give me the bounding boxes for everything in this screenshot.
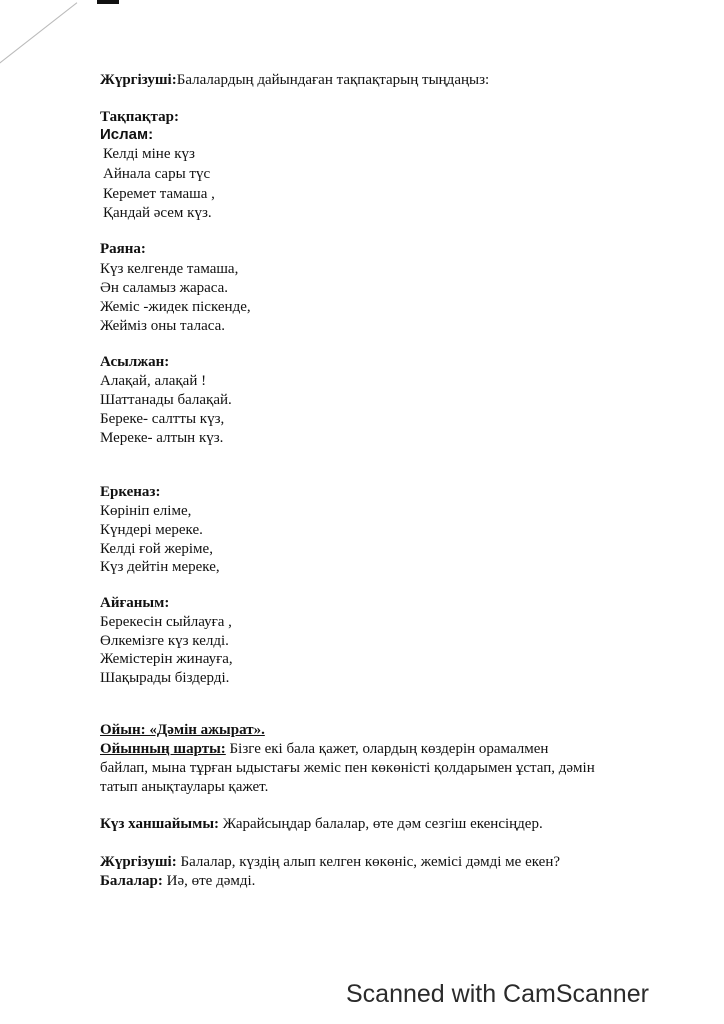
game-rules-text: Бізге екі бала қажет, олардың көздерін орамалмен — [225, 741, 549, 757]
dialogue-speaker: Жүргізуші: — [100, 854, 177, 870]
dialogue-text: Иә, өте дәмді. — [162, 873, 256, 889]
dialogue-line — [100, 853, 560, 871]
poem-line: Өлкемізге күз келді. — [100, 633, 229, 649]
poem-line: Көрініп еліме, — [100, 503, 192, 519]
poem-line: Шаттанады балақай. — [100, 392, 232, 408]
game-rules-line — [100, 740, 548, 758]
intro-text: Балалардың дайындаған тақпақтарың тыңдаңыз: — [176, 72, 490, 88]
dialogue-text: Балалар, күздің алып келген көкөніс, жемісі дәмді ме екен? — [176, 854, 561, 870]
poem-line: Күз дейтін мереке, — [100, 559, 220, 575]
poem-line: Алақай, алақай ! — [100, 373, 207, 389]
game-rules-label: Ойынның шарты: — [100, 741, 226, 757]
poem-author: Еркеназ: — [100, 484, 161, 500]
poem-line: Керемет тамаша , — [103, 186, 215, 202]
poem-author: Айғаным: — [100, 595, 170, 611]
poem-line: Берекесін сыйлауға , — [100, 614, 232, 630]
poem-line: Шақырады біздерді. — [100, 670, 230, 686]
poem-line: Келді ғой жеріме, — [100, 541, 213, 557]
poem-line: Жемістерін жинауға, — [100, 651, 233, 667]
poem-author: Ислам: — [100, 126, 154, 143]
dialogue-line — [100, 872, 255, 890]
poem-line: Келді міне күз — [103, 146, 195, 162]
poem-line: Күндері мереке. — [100, 522, 203, 538]
poem-line: Мереке- алтын күз. — [100, 430, 224, 446]
game-title: Ойын: «Дәмін ажырат». — [100, 722, 265, 738]
scan-artifact-mark — [97, 0, 119, 4]
dialogue-speaker: Күз ханшайымы: — [100, 816, 220, 832]
intro-line — [100, 71, 489, 89]
poem-line: Күз келгенде тамаша, — [100, 261, 239, 277]
poem-line: Ән саламыз жараса. — [100, 280, 229, 296]
poem-line: Жейміз оны таласа. — [100, 318, 225, 334]
poem-line: Береке- салтты күз, — [100, 411, 225, 427]
speaker-label: Жүргізуші: — [100, 72, 177, 88]
dialogue-text: Жарайсыңдар балалар, өте дәм сезгіш екенсіңдер. — [219, 816, 543, 832]
poem-line: Жеміс -жидек піскенде, — [100, 299, 251, 315]
poem-line: Қандай әсем күз. — [103, 205, 212, 221]
game-rules-line: байлап, мына тұрған ыдыстағы жеміс пен көкөністі қолдарымен ұстап, дәмін — [100, 760, 595, 776]
scan-artifact-line — [0, 2, 77, 71]
dialogue-speaker: Балалар: — [100, 873, 163, 889]
poem-author: Асылжан: — [100, 354, 170, 370]
poem-line: Айнала сары түс — [103, 166, 211, 182]
camscanner-watermark: Scanned with CamScanner — [346, 980, 649, 1008]
section-title: Тақпақтар: — [100, 109, 179, 125]
poem-author: Раяна: — [100, 241, 146, 257]
game-rules-line: татып анықтаулары қажет. — [100, 779, 269, 795]
dialogue-line — [100, 815, 543, 833]
